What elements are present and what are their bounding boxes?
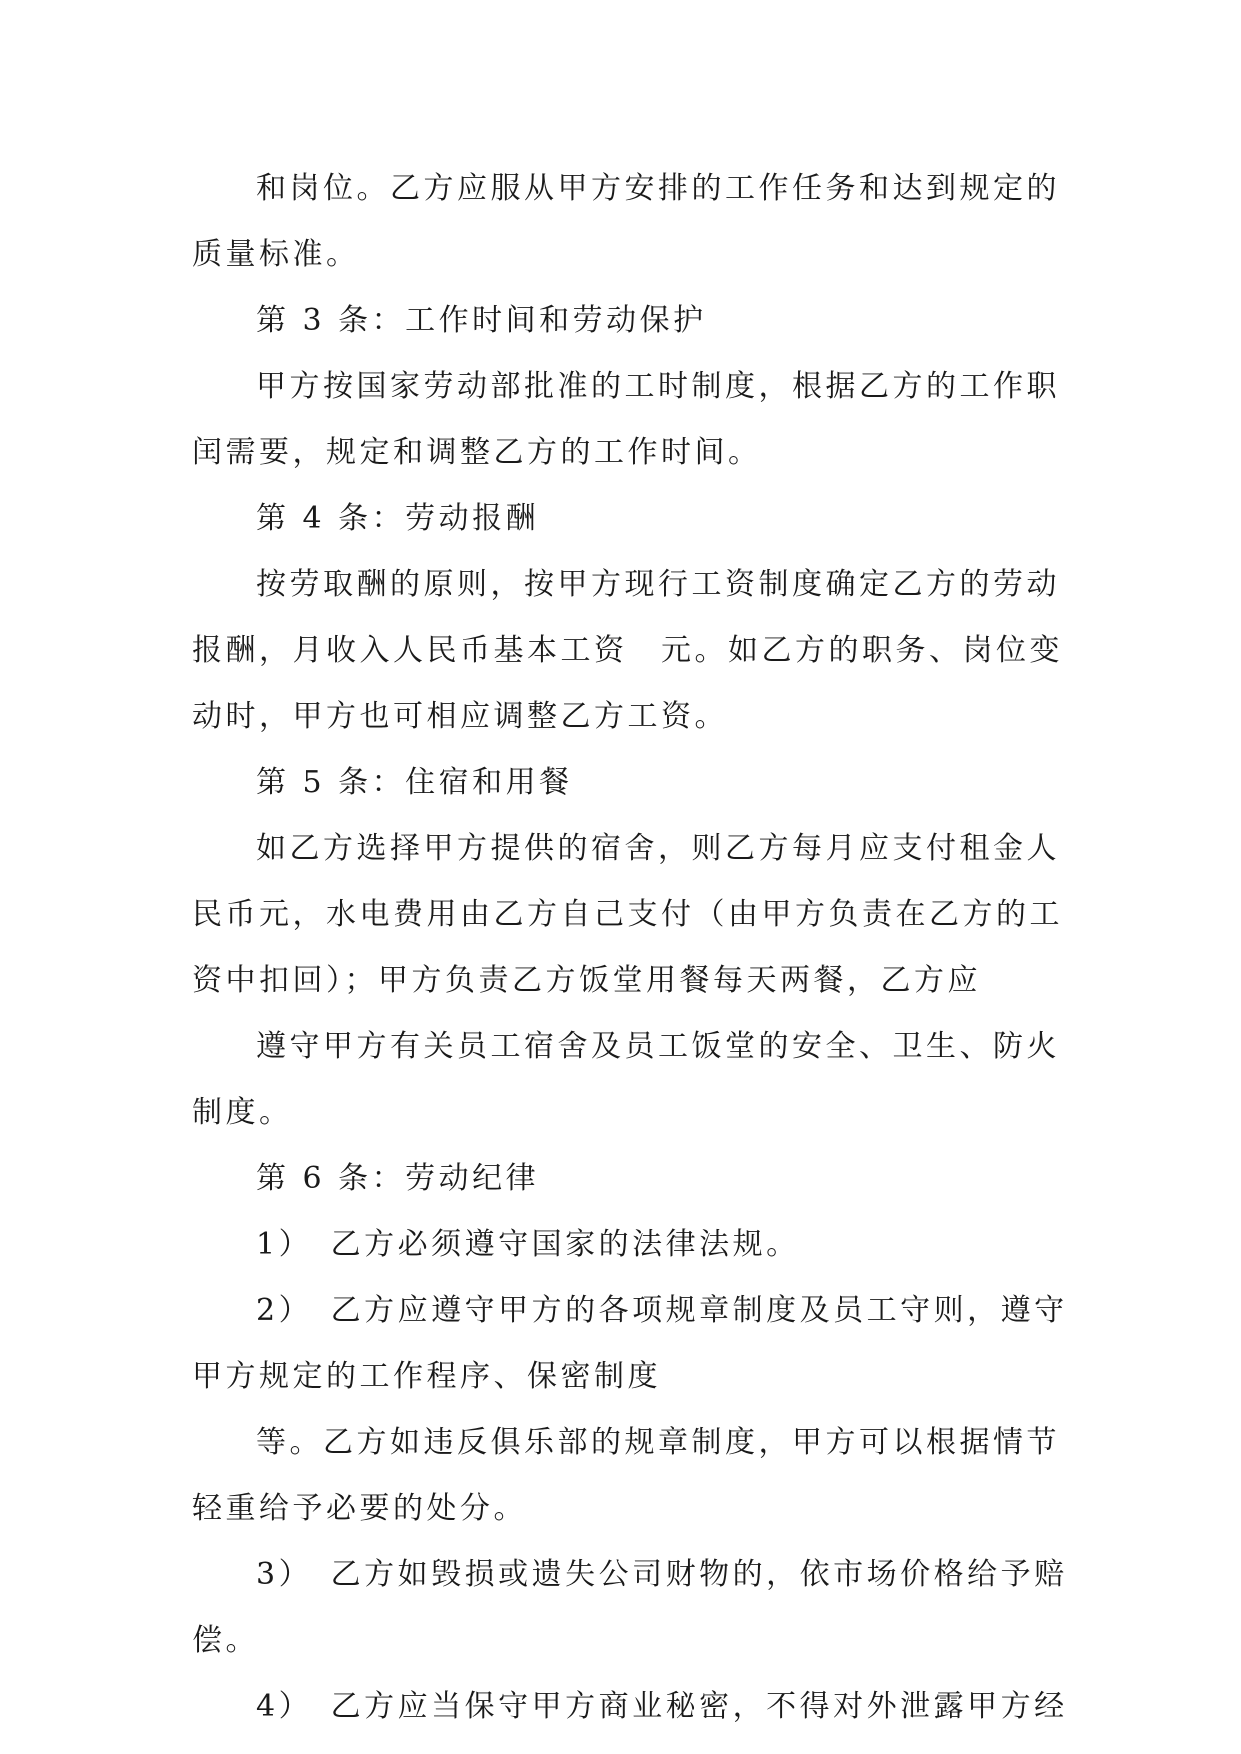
list-item-line: 4） 乙方应当保守甲方商业秘密，不得对外泄露甲方经	[256, 1689, 1068, 1724]
paragraph-line: 甲方按国家劳动部批准的工时制度，根据乙方的工作职	[256, 369, 1060, 404]
paragraph-line: 动时，甲方也可相应调整乙方工资。	[192, 699, 728, 734]
list-item-line: 3） 乙方如毁损或遗失公司财物的，依市场价格给予赔	[256, 1557, 1068, 1592]
paragraph-line: 制度。	[192, 1095, 293, 1130]
article-heading: 第 5 条：住宿和用餐	[256, 765, 573, 800]
paragraph-line: 民币元，水电费用由乙方自己支付（由甲方负责在乙方的工	[192, 897, 1063, 932]
article-heading: 第 6 条：劳动纪律	[256, 1161, 540, 1196]
paragraph-line: 闰需要，规定和调整乙方的工作时间。	[192, 435, 762, 470]
list-item-line: 2） 乙方应遵守甲方的各项规章制度及员工守则，遵守	[256, 1293, 1068, 1328]
paragraph-line: 和岗位。乙方应服从甲方安排的工作任务和达到规定的	[256, 171, 1060, 206]
paragraph-line: 偿。	[192, 1623, 259, 1658]
document-body	[192, 156, 1068, 1740]
article-heading: 第 3 条：工作时间和劳动保护	[256, 303, 707, 338]
article-heading: 第 4 条：劳动报酬	[256, 501, 540, 536]
paragraph-line: 轻重给予必要的处分。	[192, 1491, 527, 1526]
paragraph-line: 如乙方选择甲方提供的宿舍，则乙方每月应支付租金人	[256, 831, 1060, 866]
paragraph-line: 报酬，月收入人民币基本工资 元。如乙方的职务、岗位变	[192, 633, 1063, 668]
paragraph-line: 质量标准。	[192, 237, 360, 272]
paragraph-line: 按劳取酬的原则，按甲方现行工资制度确定乙方的劳动	[256, 567, 1060, 602]
paragraph-line: 等。乙方如违反俱乐部的规章制度，甲方可以根据情节	[256, 1425, 1060, 1460]
paragraph-line: 资中扣回）；甲方负责乙方饭堂用餐每天两餐，乙方应	[192, 963, 981, 998]
paragraph-line: 甲方规定的工作程序、保密制度	[192, 1359, 661, 1394]
list-item-line: 1） 乙方必须遵守国家的法律法规。	[256, 1227, 800, 1262]
paragraph-line: 遵守甲方有关员工宿舍及员工饭堂的安全、卫生、防火	[256, 1029, 1060, 1064]
